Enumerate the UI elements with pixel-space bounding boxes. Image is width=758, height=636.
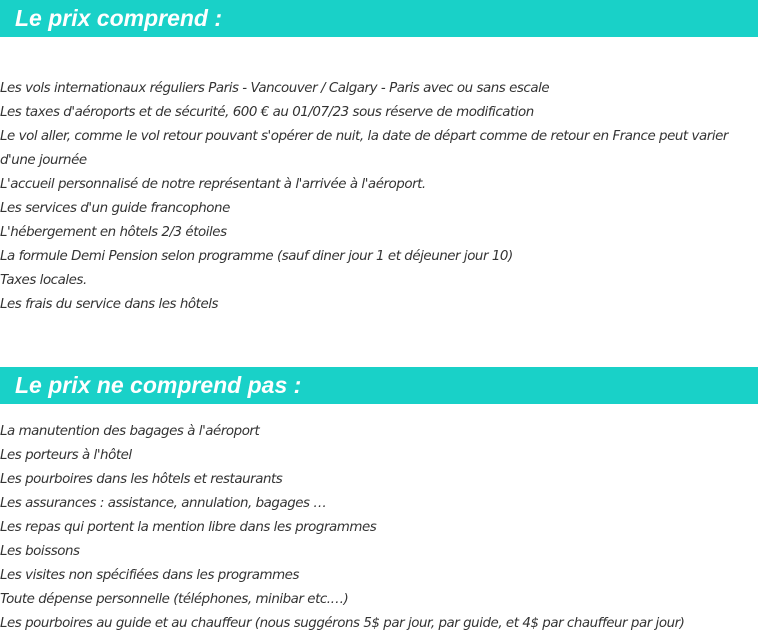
list-item: La manutention des bagages à l'aéroport — [0, 424, 260, 439]
list-item: Les frais du service dans les hôtels — [0, 297, 219, 312]
included-section-title: Le prix comprend : — [0, 0, 758, 37]
list-item: Le vol aller, comme le vol retour pouvant s'opérer de nuit, la date de départ comme de retour en France peut varier d'une journée — [0, 129, 728, 168]
list-item: Les taxes d'aéroports et de sécurité, 600 € au 01/07/23 sous réserve de modification — [0, 105, 534, 120]
list-item: Toute dépense personnelle (téléphones, minibar etc.…) — [0, 592, 349, 607]
excluded-section-title: Le prix ne comprend pas : — [0, 367, 758, 404]
list-item: Les pourboires au guide et au chauffeur (nous suggérons 5$ par jour, par guide, et 4$ par chauffeur par jour) — [0, 616, 685, 631]
list-item: Les assurances : assistance, annulation, bagages … — [0, 496, 327, 511]
list-item: L'hébergement en hôtels 2/3 étoiles — [0, 225, 227, 240]
list-item: La formule Demi Pension selon programme (sauf diner jour 1 et déjeuner jour 10) — [0, 249, 513, 264]
list-item: Les boissons — [0, 544, 80, 559]
excluded-list — [0, 420, 758, 636]
included-list — [0, 77, 758, 317]
list-item: Les services d'un guide francophone — [0, 201, 230, 216]
list-item: Taxes locales. — [0, 273, 87, 288]
list-item: Les pourboires dans les hôtels et restaurants — [0, 472, 283, 487]
list-item: L'accueil personnalisé de notre représentant à l'arrivée à l'aéroport. — [0, 177, 426, 192]
list-item: Les repas qui portent la mention libre dans les programmes — [0, 520, 377, 535]
list-item: Les vols internationaux réguliers Paris - Vancouver / Calgary - Paris avec ou sans escale — [0, 81, 550, 96]
list-item: Les visites non spécifiées dans les programmes — [0, 568, 299, 583]
list-item: Les porteurs à l'hôtel — [0, 448, 132, 463]
